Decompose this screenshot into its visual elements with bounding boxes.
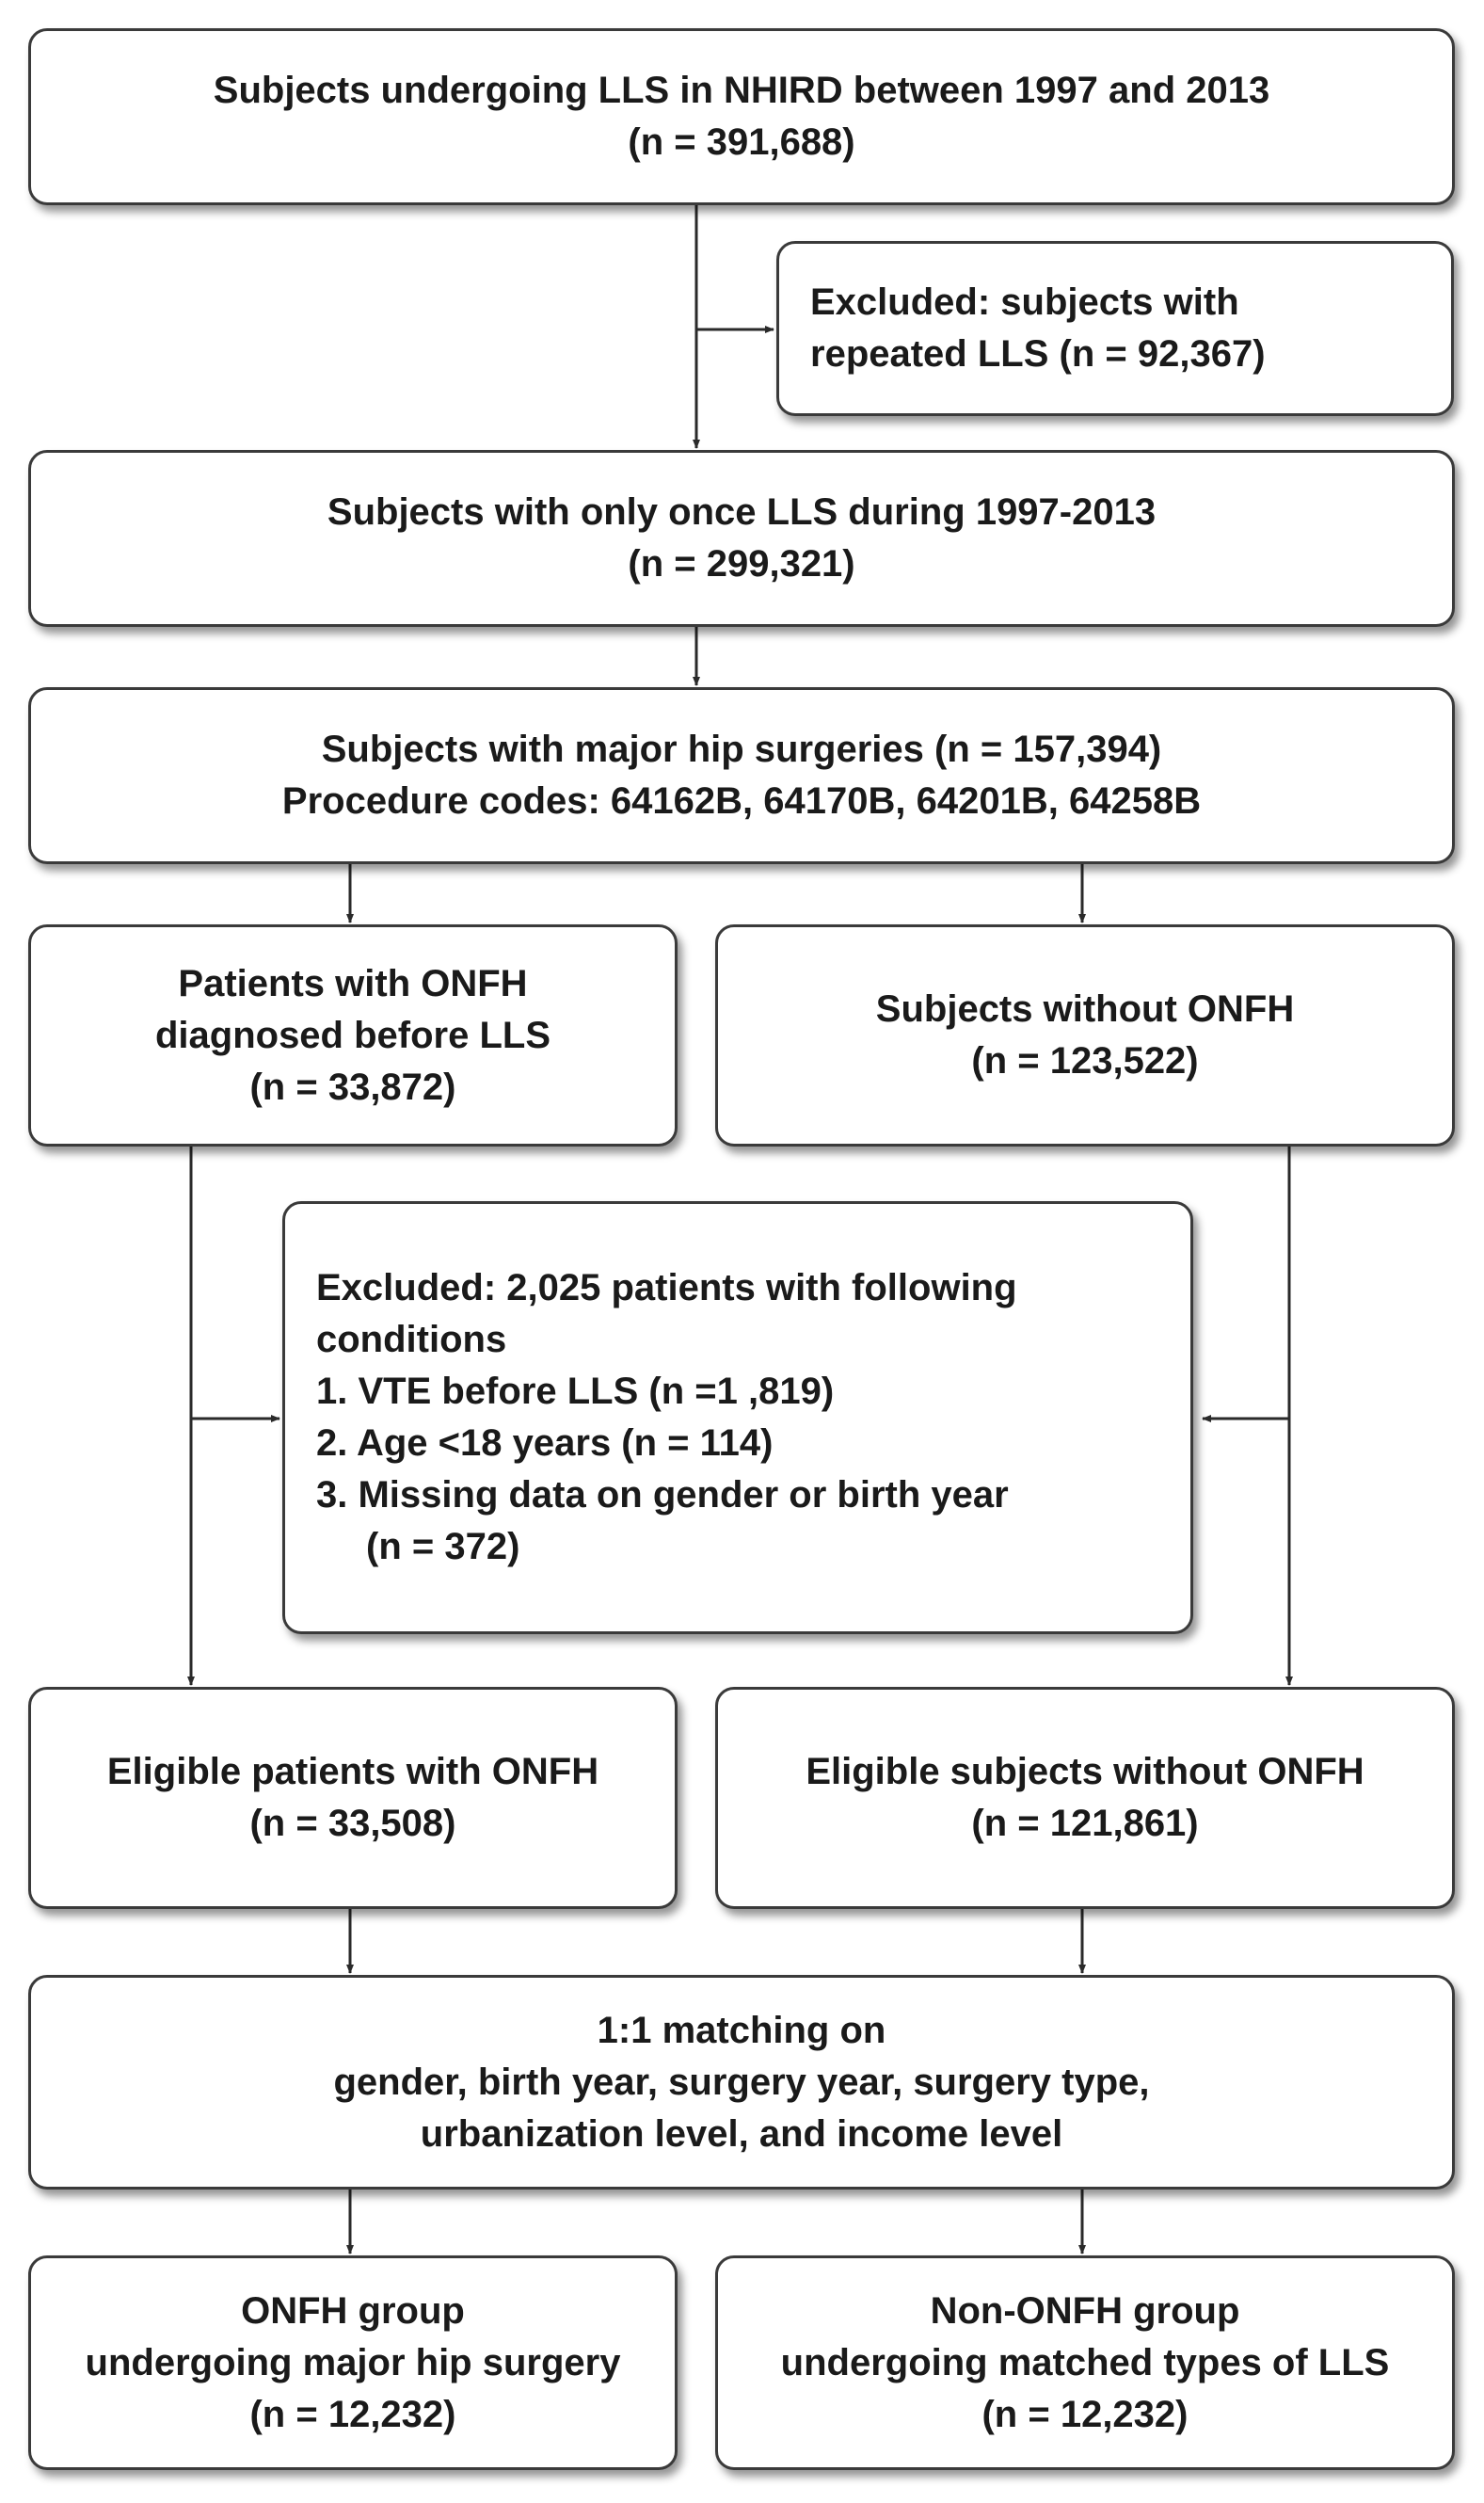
without-onfh-box [715, 924, 1455, 1147]
major-hip-codes: Procedure codes: 64162B, 64170B, 64201B, 64258B [281, 780, 1202, 822]
non-onfh-group-line1: Non-ONFH group [930, 2289, 1240, 2332]
initial-population-count: (n = 391,688) [628, 121, 855, 163]
eligible-without-title: Eligible subjects without ONFH [806, 1751, 1364, 1792]
without-onfh-title: Subjects without ONFH [875, 988, 1295, 1030]
matching-line3: urbanization level, and income level [420, 2112, 1063, 2155]
excluded-conditions-item1: 1. VTE before LLS (n =1 ,819) [316, 1371, 835, 1412]
excluded-conditions-box [282, 1201, 1193, 1634]
eligible-onfh-title: Eligible patients with ONFH [106, 1751, 599, 1792]
excluded-repeated-line2: repeated LLS (n = 92,367) [810, 333, 1266, 375]
once-lls-title: Subjects with only once LLS during 1997-2013 [327, 491, 1157, 533]
once-lls-count: (n = 299,321) [628, 543, 855, 585]
excluded-repeated-line1: Excluded: subjects with [810, 281, 1239, 323]
excluded-conditions-heading-line2: conditions [316, 1319, 507, 1360]
eligible-onfh-count: (n = 33,508) [249, 1803, 456, 1844]
onfh-before-lls-box [28, 924, 678, 1147]
eligible-without-count: (n = 121,861) [971, 1803, 1199, 1844]
excluded-conditions-item3-count: (n = 372) [366, 1526, 520, 1567]
eligible-without-onfh-box [715, 1687, 1455, 1909]
matching-box [28, 1975, 1455, 2190]
onfh-group-line2: undergoing major hip surgery [85, 2341, 621, 2383]
major-hip-title: Subjects with major hip surgeries (n = 157,394) [321, 729, 1162, 770]
onfh-before-count: (n = 33,872) [249, 1066, 456, 1108]
excluded-conditions-item2: 2. Age <18 years (n = 114) [316, 1422, 774, 1464]
excluded-conditions-item3: 3. Missing data on gender or birth year [316, 1474, 1009, 1516]
matching-line2: gender, birth year, surgery year, surgery type, [333, 2061, 1150, 2103]
non-onfh-group-box [715, 2255, 1455, 2470]
onfh-group-box [28, 2255, 678, 2470]
onfh-before-line1: Patients with ONFH [178, 962, 528, 1004]
onfh-group-count: (n = 12,232) [249, 2393, 456, 2435]
without-onfh-count: (n = 123,522) [971, 1040, 1199, 1082]
excluded-repeated-box [776, 241, 1454, 416]
onfh-before-line2: diagnosed before LLS [154, 1014, 551, 1056]
eligible-onfh-box [28, 1687, 678, 1909]
major-hip-box [28, 687, 1455, 864]
excluded-conditions-heading-line1: Excluded: 2,025 patients with following [316, 1267, 1017, 1308]
initial-population-box [28, 28, 1455, 205]
onfh-group-line1: ONFH group [241, 2289, 465, 2332]
non-onfh-group-count: (n = 12,232) [981, 2393, 1189, 2435]
non-onfh-group-line2: undergoing matched types of LLS [780, 2341, 1390, 2383]
once-lls-box [28, 450, 1455, 627]
matching-line1: 1:1 matching on [597, 2009, 886, 2051]
initial-population-title: Subjects undergoing LLS in NHIRD between 1997 and 2013 [213, 70, 1270, 111]
